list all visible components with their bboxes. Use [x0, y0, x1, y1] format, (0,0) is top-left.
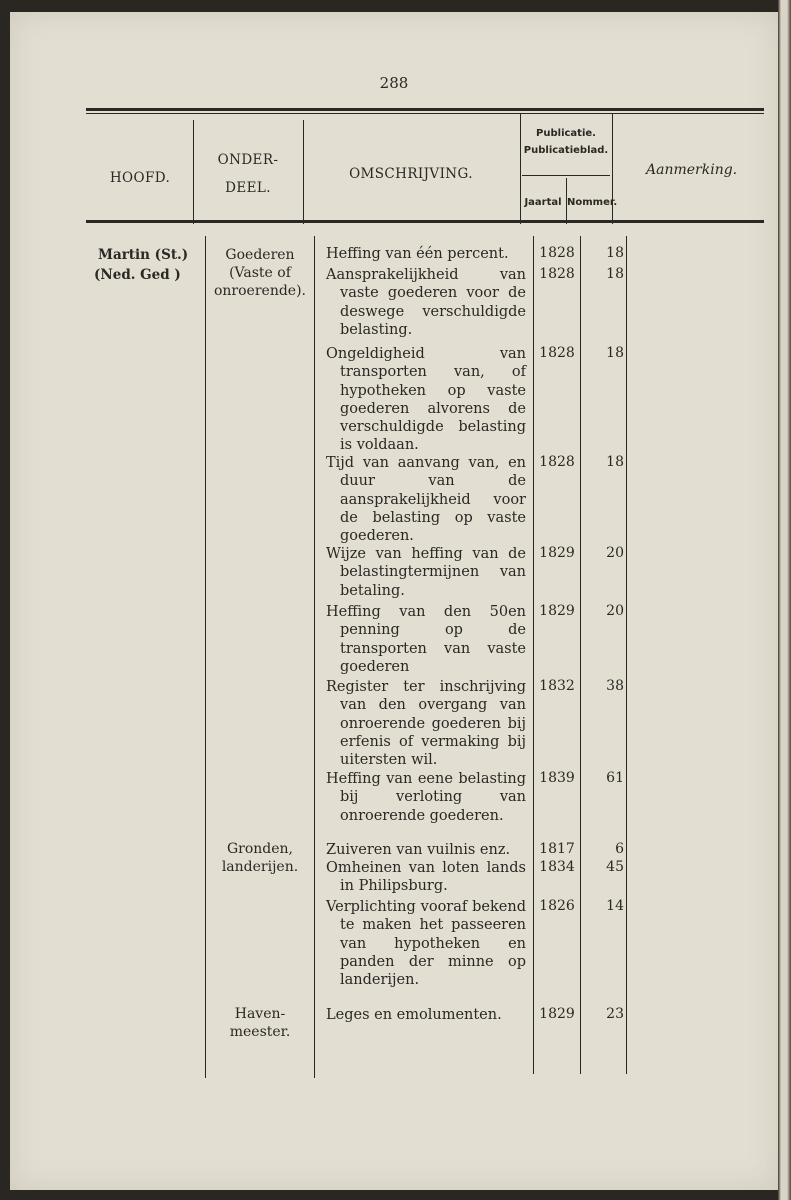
entry-description-6: Heffing van den 50en penning op de transporten van vaste goederen: [326, 604, 526, 675]
header-onderdeel-line-1: ONDER-: [217, 152, 279, 168]
subsection-goederen: [206, 246, 314, 300]
header-aanmerking: Aanmerking.: [646, 162, 738, 178]
entry-description-1: Heffing van één percent.: [326, 246, 509, 262]
body-col-sep-3: [533, 236, 534, 1074]
hoofd-line-1: Martin (St.): [98, 247, 189, 263]
document-page: [10, 12, 778, 1190]
entry-description-12: Leges en emolumenten.: [326, 1007, 502, 1023]
entry-year-6: 1829: [539, 603, 575, 619]
entry-description-9: Zuiveren van vuilnis enz.: [326, 842, 511, 858]
entry-description-7: Register ter inschrijving van den overgang van onroerende goederen bij erfenis of vermaking bij uitersten wil.: [326, 679, 526, 769]
entry-year-11: 1826: [539, 898, 575, 914]
header-hoofd: HOOFD.: [109, 170, 171, 186]
entry-number-5: 20: [606, 545, 624, 561]
page-number: 288: [379, 74, 409, 92]
entry-number-3: 18: [606, 345, 624, 361]
subsection-havenmeester: [206, 1005, 314, 1041]
entry-year-3: 1828: [539, 345, 575, 361]
body-col-sep-4: [580, 236, 581, 1074]
body-col-sep-2: [314, 236, 315, 1078]
entry-description-2: Aansprakelijkheid van vaste goederen voor de deswege verschuldigde belasting.: [326, 267, 526, 338]
subsection-goederen-line-1: Goederen: [225, 247, 295, 263]
entry-year-8: 1839: [539, 770, 575, 786]
entry-number-8: 61: [606, 770, 624, 786]
hoofd-line-2: (Ned. Ged ): [94, 267, 181, 283]
header-jaartal: Jaartal: [524, 197, 562, 208]
header-omschrijving: OMSCHRIJVING.: [349, 166, 473, 182]
header-col-sep-1: [193, 120, 194, 224]
publicatie-underline: [522, 175, 610, 176]
entry-number-7: 38: [606, 678, 624, 694]
entry-year-4: 1828: [539, 454, 575, 470]
entry-year-9: 1817: [539, 841, 575, 857]
entry-year-1: 1828: [539, 245, 575, 261]
header-publicatieblad: Publicatieblad.: [523, 145, 609, 156]
entry-description-10: Omheinen van loten lands in Philipsburg.: [326, 860, 526, 895]
header-publicatie: Publicatie.: [536, 128, 596, 139]
subsection-havenmeester-line-1: Haven-: [234, 1006, 286, 1022]
header-onderdeel-line-2: DEEL.: [225, 180, 271, 196]
page-edge: [778, 0, 791, 1200]
entry-number-1: 18: [606, 245, 624, 261]
header-top-rule-thick: [86, 108, 764, 111]
entry-number-10: 45: [606, 859, 624, 875]
body-col-sep-1: [205, 236, 206, 1078]
header-nommer: Nommer.: [567, 197, 618, 208]
subsection-havenmeester-line-2: meester.: [229, 1024, 291, 1040]
entry-description-11: Verplichting vooraf bekend te maken het passeeren van hypotheken en panden der minne op landerijen.: [326, 899, 526, 989]
entry-number-4: 18: [606, 454, 624, 470]
entry-number-12: 23: [606, 1006, 624, 1022]
subsection-goederen-line-2: (Vaste of: [229, 265, 291, 281]
entry-number-11: 14: [606, 898, 624, 914]
entry-year-7: 1832: [539, 678, 575, 694]
entry-year-2: 1828: [539, 266, 575, 282]
body-col-sep-5: [626, 236, 627, 1074]
entry-year-5: 1829: [539, 545, 575, 561]
header-top-rule-thin: [86, 113, 764, 114]
header-bottom-rule: [86, 220, 764, 223]
entry-number-6: 20: [606, 603, 624, 619]
entry-description-8: Heffing van eene belasting bij verloting van onroerende goederen.: [326, 771, 526, 824]
entry-description-5: Wijze van heffing van de belastingtermijnen van betaling.: [326, 546, 526, 599]
entry-description-4: Tijd van aanvang van, en duur van de aansprakelijkheid voor de belasting op vaste goederen.: [326, 455, 526, 545]
entry-description-3: Ongeldigheid van transporten van, of hypotheken op vaste goederen alvorens de verschuldigde belasting is voldaan.: [326, 346, 526, 454]
subsection-gronden: [206, 840, 314, 876]
subsection-gronden-line-1: Gronden,: [226, 841, 294, 857]
subsection-goederen-line-3: onroerende).: [213, 283, 306, 299]
entry-number-9: 6: [615, 841, 624, 857]
entry-year-10: 1834: [539, 859, 575, 875]
entry-number-2: 18: [606, 266, 624, 282]
subsection-gronden-line-2: landerijen.: [221, 859, 299, 875]
entry-year-12: 1829: [539, 1006, 575, 1022]
